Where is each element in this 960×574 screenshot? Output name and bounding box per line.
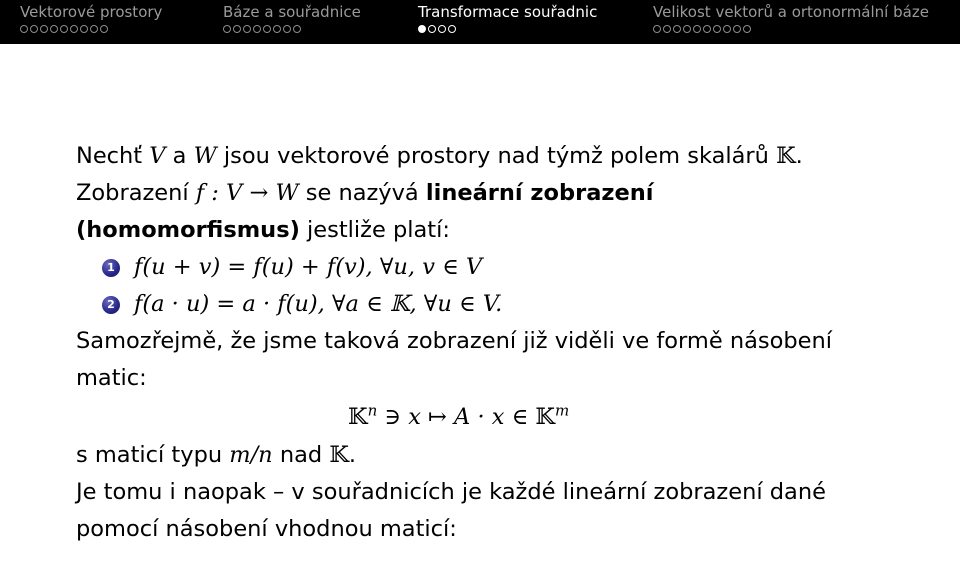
nav-dot-icon[interactable] [293,25,301,33]
additivity-formula: f(u + v) = f(u) + f(v), ∀u, v ∈ V [134,254,483,280]
enum-badge-icon: 1 [102,259,120,277]
nav-dot-icon[interactable] [253,25,261,33]
nav-dot-icon[interactable] [683,25,691,33]
nav-dots[interactable] [223,25,301,33]
nav-dots[interactable] [20,25,108,33]
term-homomorphism: (homomorfismus) [76,217,300,243]
display-formula: 𝕂$^n$ ∋ x ↦ A · x ∈ 𝕂$^m$ [348,401,570,430]
navigation-bar [0,0,960,44]
nav-dot-icon[interactable] [223,25,231,33]
paragraph-line-5: matic: [76,365,147,391]
nav-dot-icon[interactable] [438,25,446,33]
nav-title[interactable]: Velikost vektorů a ortonormální báze [653,3,929,21]
condition-item-2 [76,286,946,323]
nav-dot-icon[interactable] [70,25,78,33]
homogeneity-formula: f(a · u) = a · f(u), ∀a ∈ 𝕂, ∀u ∈ V. [134,291,503,317]
nav-dot-icon[interactable] [743,25,751,33]
nav-dot-icon[interactable] [100,25,108,33]
nav-dot-icon[interactable] [233,25,241,33]
nav-dots[interactable] [418,25,456,33]
condition-item-1 [76,249,946,286]
nav-dot-icon[interactable] [50,25,58,33]
nav-dots[interactable] [653,25,751,33]
term-linear-map: lineární zobrazení [425,180,654,206]
nav-dot-icon[interactable] [60,25,68,33]
nav-dot-icon[interactable] [418,25,426,33]
nav-dot-icon[interactable] [20,25,28,33]
nav-title[interactable]: Báze a souřadnice [223,3,361,21]
paragraph-line-6: s maticí typu m/n nad 𝕂. [76,442,357,468]
nav-dot-icon[interactable] [723,25,731,33]
paragraph-line-4: Samozřejmě, že jsme taková zobrazení již viděli ve formě násobení [76,328,832,354]
definition-line-2: Zobrazení f : V → W se nazývá lineární zobrazení [76,180,654,206]
nav-dot-icon[interactable] [673,25,681,33]
nav-dot-icon[interactable] [733,25,741,33]
enum-badge-icon: 2 [102,296,120,314]
nav-dot-icon[interactable] [30,25,38,33]
nav-dot-icon[interactable] [283,25,291,33]
nav-title[interactable]: Vektorové prostory [20,3,163,21]
nav-dot-icon[interactable] [90,25,98,33]
field-symbol: 𝕂 [776,143,796,169]
condition-list [76,249,946,323]
nav-dot-icon[interactable] [40,25,48,33]
nav-dot-icon[interactable] [263,25,271,33]
definition-line-1: Nechť V a W jsou vektorové prostory nad týmž polem skalárů 𝕂. [76,143,803,169]
nav-title[interactable]: Transformace souřadnic [418,3,598,21]
nav-dot-icon[interactable] [448,25,456,33]
nav-dot-icon[interactable] [713,25,721,33]
paragraph-line-7: Je tomu i naopak – v souřadnicích je každé lineární zobrazení dané [76,479,826,505]
definition-line-3: (homomorfismus) jestliže platí: [76,217,450,243]
nav-dot-icon[interactable] [703,25,711,33]
nav-dot-icon[interactable] [243,25,251,33]
nav-dot-icon[interactable] [273,25,281,33]
nav-dot-icon[interactable] [693,25,701,33]
nav-dot-icon[interactable] [653,25,661,33]
nav-dot-icon[interactable] [80,25,88,33]
slide-content [76,138,946,548]
nav-dot-icon[interactable] [663,25,671,33]
paragraph-line-8: pomocí násobení vhodnou maticí: [76,516,457,542]
nav-dot-icon[interactable] [428,25,436,33]
